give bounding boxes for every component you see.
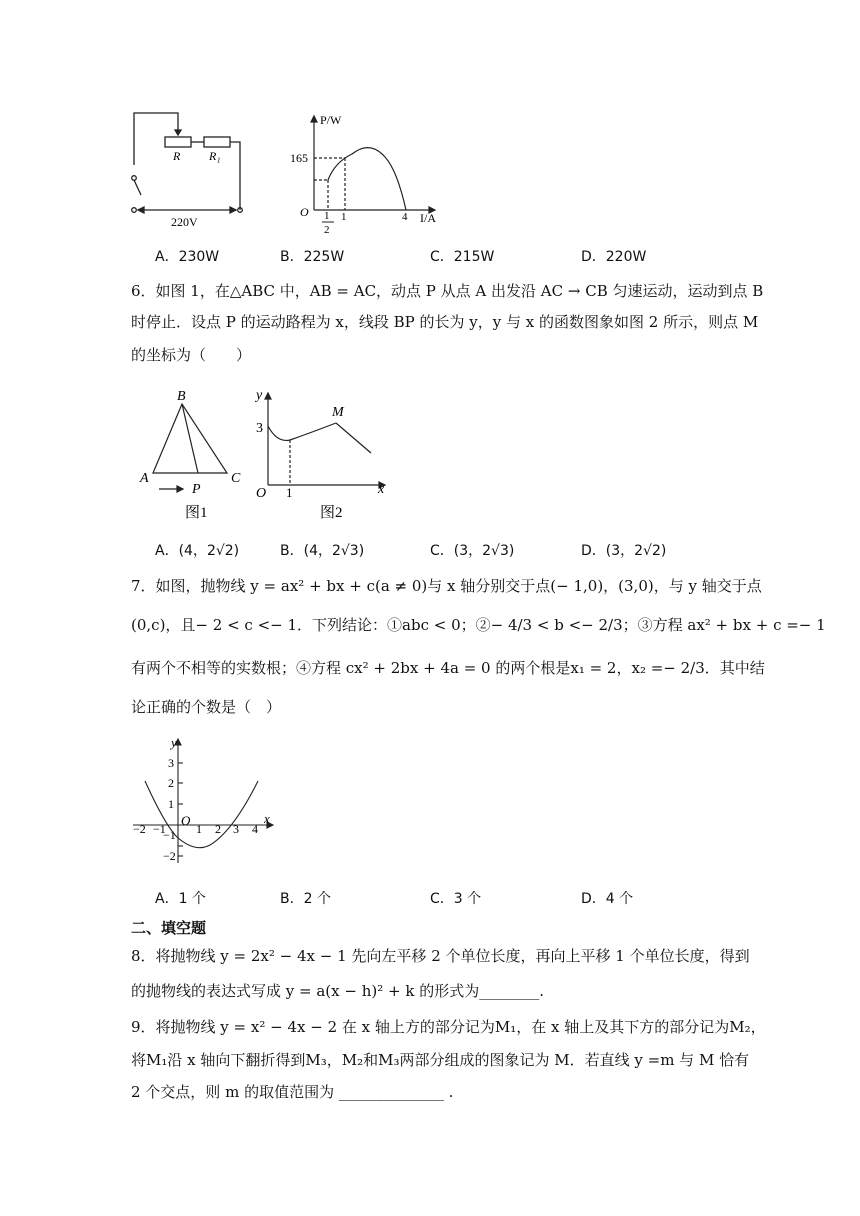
q7-text-line1: 7．如图，抛物线 y = ax² + bx + c(a ≠ 0)与 x 轴分别交于点(− 1,0)，(3,0)，与 y 轴交于点 bbox=[131, 577, 762, 595]
point-m: M bbox=[332, 405, 344, 420]
q8-text-line2[interactable]: 的抛物线的表达式写成 y = a(x − h)² + k 的形式为________. bbox=[131, 982, 544, 1000]
q6-option-d[interactable]: D．(3，2√2) bbox=[581, 543, 667, 559]
voltage-label: 220V bbox=[171, 215, 198, 229]
q7-text-line4: 论正确的个数是（ ） bbox=[131, 698, 282, 716]
q7-option-c[interactable]: C．3 个 bbox=[430, 891, 482, 907]
graph-x-label: I/A bbox=[420, 211, 436, 225]
q6-option-a[interactable]: A．(4，2√2) bbox=[155, 543, 240, 559]
q5-option-c[interactable]: C．215W bbox=[430, 249, 495, 265]
fig2-origin: O bbox=[256, 486, 267, 501]
x-tick-1: 1 bbox=[341, 211, 347, 223]
point-p: P bbox=[192, 482, 201, 497]
q6-option-b[interactable]: B．(4，2√3) bbox=[280, 543, 365, 559]
q6-text-line1: 6．如图 1，在△ABC 中，AB = AC，动点 P 从点 A 出发沿 AC → CB 匀速运动，运动到点 B bbox=[131, 282, 764, 300]
q7-text-line2: (0,c)，且− 2 < c <− 1．下列结论：①abc < 0；②− 4/3 < b <− 2/3；③方程 ax² + bx + c =− 1 bbox=[131, 616, 826, 634]
x-tick-half-num: 1 bbox=[324, 210, 330, 222]
power-current-graph bbox=[290, 110, 450, 245]
q7-x-tick-3: 3 bbox=[233, 822, 239, 836]
q7-option-d[interactable]: D．4 个 bbox=[581, 891, 634, 907]
resistor-r1-label: R₁ bbox=[209, 149, 221, 163]
vertex-c: C bbox=[231, 471, 241, 486]
q6-text-line2: 时停止．设点 P 的运动路程为 x，线段 BP 的长为 y，y 与 x 的函数图象如图 2 所示，则点 M bbox=[131, 313, 759, 331]
q7-option-b[interactable]: B．2 个 bbox=[280, 891, 331, 907]
q7-x-tick-1: 1 bbox=[196, 822, 202, 836]
q7-x-tick-4: 4 bbox=[252, 822, 258, 836]
q6-option-c[interactable]: C．(3，2√3) bbox=[430, 543, 515, 559]
q6-figure-2-graph bbox=[250, 385, 395, 525]
q7-x-tick-neg2: −2 bbox=[133, 822, 146, 836]
q7-option-a[interactable]: A．1 个 bbox=[155, 891, 206, 907]
graph-y-tick-165: 165 bbox=[290, 151, 308, 165]
q6-figure-1-triangle bbox=[135, 385, 250, 525]
q5-option-d[interactable]: D．220W bbox=[581, 249, 647, 265]
graph-y-label: P/W bbox=[320, 113, 342, 127]
q9-text-line2: 将M₁沿 x 轴向下翻折得到M₃，M₂和M₃两部分组成的图象记为 M．若直线 y =m 与 M 恰有 bbox=[131, 1051, 750, 1069]
q5-option-b[interactable]: B．225W bbox=[280, 249, 345, 265]
vertex-b: B bbox=[177, 389, 186, 404]
q7-y-tick-1: 1 bbox=[168, 797, 174, 811]
q7-y-label: y bbox=[171, 735, 177, 750]
circuit-diagram bbox=[125, 105, 255, 230]
vertex-a: A bbox=[140, 471, 149, 486]
fig2-x-tick-1: 1 bbox=[286, 485, 293, 500]
fig2-y-label: y bbox=[256, 388, 263, 403]
graph-origin: O bbox=[300, 205, 309, 219]
figure-1-caption: 图1 bbox=[185, 505, 208, 521]
q7-text-line3: 有两个不相等的实数根；④方程 cx² + 2bx + 4a = 0 的两个根是x₁ = 2，x₂ =− 2/3．其中结 bbox=[131, 659, 765, 677]
q9-text-line3[interactable]: 2 个交点，则 m 的取值范围为 ______________ . bbox=[131, 1083, 454, 1101]
fig2-y-tick-3: 3 bbox=[256, 421, 263, 436]
q7-y-tick-2: 2 bbox=[168, 776, 174, 790]
q7-x-tick-neg1: −1 bbox=[153, 822, 166, 836]
q6-text-line3: 的坐标为（ ） bbox=[131, 346, 252, 364]
section-fill-in-title: 二、填空题 bbox=[131, 919, 207, 937]
x-tick-half-den: 2 bbox=[324, 224, 330, 236]
q7-y-tick-neg1: −1 bbox=[163, 828, 176, 842]
q8-text-line1: 8．将抛物线 y = 2x² − 4x − 1 先向左平移 2 个单位长度，再向上平移 1 个单位长度，得到 bbox=[131, 947, 750, 965]
q7-parabola-graph bbox=[125, 733, 280, 873]
q7-y-tick-neg2: −2 bbox=[163, 849, 176, 863]
x-tick-4: 4 bbox=[402, 211, 408, 223]
fig2-x-label: x bbox=[378, 482, 385, 497]
resistor-r-label: R bbox=[173, 149, 181, 163]
q7-x-label: x bbox=[264, 811, 270, 826]
q7-y-tick-3: 3 bbox=[168, 756, 174, 770]
q5-option-a[interactable]: A．230W bbox=[155, 249, 220, 265]
q7-origin: O bbox=[181, 813, 191, 828]
q9-text-line1: 9．将抛物线 y = x² − 4x − 2 在 x 轴上方的部分记为M₁，在 x 轴上及其下方的部分记为M₂， bbox=[131, 1018, 766, 1036]
q7-x-tick-2: 2 bbox=[215, 822, 221, 836]
figure-2-caption: 图2 bbox=[320, 505, 343, 521]
